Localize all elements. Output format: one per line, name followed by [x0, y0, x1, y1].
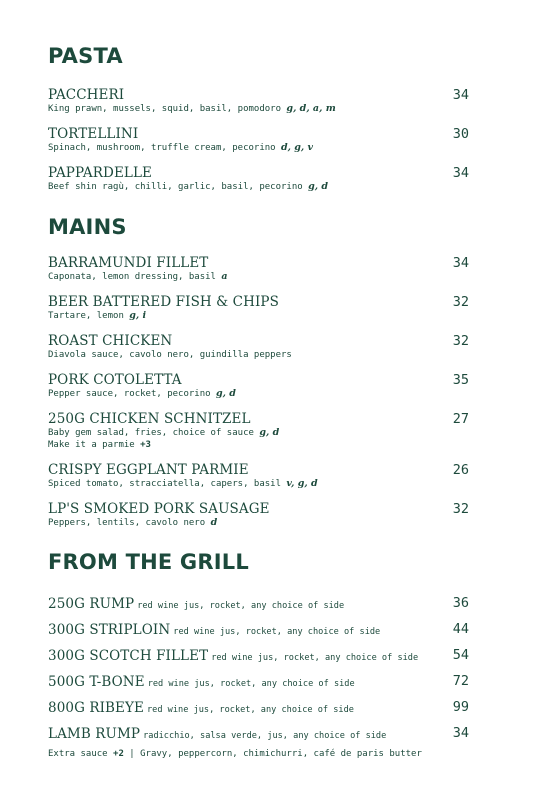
dietary-codes: g, d: [259, 427, 280, 438]
grill-item-rump: [48, 595, 469, 613]
item-price: 34: [452, 87, 469, 103]
menu-item-tortellini: [48, 126, 469, 154]
dietary-codes: g, i: [129, 310, 147, 321]
item-name: CRISPY EGGPLANT PARMIE: [48, 462, 249, 478]
grill-item-ribeye: [48, 699, 469, 717]
menu-item-pappardelle: [48, 165, 469, 193]
item-name: PAPPARDELLE: [48, 165, 152, 181]
item-price: 27: [452, 411, 469, 427]
item-price: 35: [452, 372, 469, 388]
menu-item-barramundi: [48, 255, 469, 283]
item-description: red wine jus, rocket, any choice of side: [146, 705, 354, 715]
item-description: Tartare, lemon g, i: [48, 310, 147, 321]
item-name: 800G RIBEYE: [48, 700, 144, 716]
item-description: Pepper sauce, rocket, pecorino g, d: [48, 388, 236, 399]
item-name: PORK COTOLETTA: [48, 372, 182, 388]
item-price: 30: [452, 126, 469, 142]
item-description: Caponata, lemon dressing, basil a: [48, 271, 228, 282]
item-description: Spiced tomato, stracciatella, capers, basil v, g, d: [48, 478, 318, 489]
extra-sauce-price: +2: [113, 749, 124, 759]
item-price: 32: [452, 294, 469, 310]
item-price: 34: [452, 165, 469, 181]
item-price: 26: [452, 462, 469, 478]
grill-item-scotch-fillet: [48, 647, 469, 665]
item-description: Peppers, lentils, cavolo nero d: [48, 517, 218, 528]
item-description: Beef shin ragù, chilli, garlic, basil, pecorino g, d: [48, 181, 328, 192]
item-price: 34: [452, 725, 469, 741]
item-name: 300G STRIPLOIN: [48, 622, 171, 638]
item-name: PACCHERI: [48, 87, 125, 103]
item-price: 32: [452, 333, 469, 349]
item-name: BARRAMUNDI FILLET: [48, 255, 209, 271]
item-name: 300G SCOTCH FILLET: [48, 648, 209, 664]
menu-item-chicken-schnitzel: [48, 411, 469, 451]
menu-item-fish-and-chips: [48, 294, 469, 322]
dietary-codes: a: [221, 271, 228, 282]
item-description: Baby gem salad, fries, choice of sauce g, d: [48, 427, 280, 438]
menu-item-pork-cotoletta: [48, 372, 469, 400]
menu-item-eggplant-parmie: [48, 462, 469, 490]
item-price: 72: [452, 673, 469, 689]
menu-item-paccheri: [48, 87, 469, 115]
section-title-pasta: PASTA: [48, 44, 123, 68]
dietary-codes: g, d: [308, 181, 328, 192]
section-title-grill: FROM THE GRILL: [48, 550, 249, 574]
extra-sauce-note: Extra sauce +2 | Gravy, peppercorn, chimichurri, café de paris butter: [48, 749, 422, 759]
item-name: LAMB RUMP: [48, 726, 141, 742]
item-name: TORTELLINI: [48, 126, 139, 142]
item-description: red wine jus, rocket, any choice of side: [211, 653, 419, 663]
item-price: 99: [452, 699, 469, 715]
section-title-mains: MAINS: [48, 215, 127, 239]
item-price: 54: [452, 647, 469, 663]
item-name: LP'S SMOKED PORK SAUSAGE: [48, 501, 270, 517]
menu-item-roast-chicken: [48, 333, 469, 361]
dietary-codes: g, d, a, m: [286, 103, 336, 114]
item-price: 44: [452, 621, 469, 637]
extra-price: +3: [140, 440, 151, 450]
dietary-codes: v, g, d: [286, 478, 318, 489]
dietary-codes: g, d: [215, 388, 236, 399]
item-description: red wine jus, rocket, any choice of side: [147, 679, 355, 689]
item-description: radicchio, salsa verde, jus, any choice of side: [143, 731, 387, 741]
dietary-codes: d, g, v: [281, 142, 314, 153]
item-price: 32: [452, 501, 469, 517]
item-description: Diavola sauce, cavolo nero, guindilla peppers: [48, 350, 292, 360]
item-price: 34: [452, 255, 469, 271]
item-name: BEER BATTERED FISH & CHIPS: [48, 294, 279, 310]
dietary-codes: d: [210, 517, 218, 528]
item-name: 250G RUMP: [48, 596, 135, 612]
grill-item-striploin: [48, 621, 469, 639]
menu-item-pork-sausage: [48, 501, 469, 529]
item-extra: Make it a parmie +3: [48, 440, 151, 450]
item-name: ROAST CHICKEN: [48, 333, 173, 349]
grill-item-lamb-rump: [48, 725, 469, 743]
item-description: Spinach, mushroom, truffle cream, pecorino d, g, v: [48, 142, 314, 153]
item-description: King prawn, mussels, squid, basil, pomodoro g, d, a, m: [48, 103, 336, 114]
item-price: 36: [452, 595, 469, 611]
grill-item-t-bone: [48, 673, 469, 691]
item-name: 250G CHICKEN SCHNITZEL: [48, 411, 251, 427]
item-name: 500G T-BONE: [48, 674, 145, 690]
item-description: red wine jus, rocket, any choice of side: [137, 601, 345, 611]
item-description: red wine jus, rocket, any choice of side: [173, 627, 381, 637]
